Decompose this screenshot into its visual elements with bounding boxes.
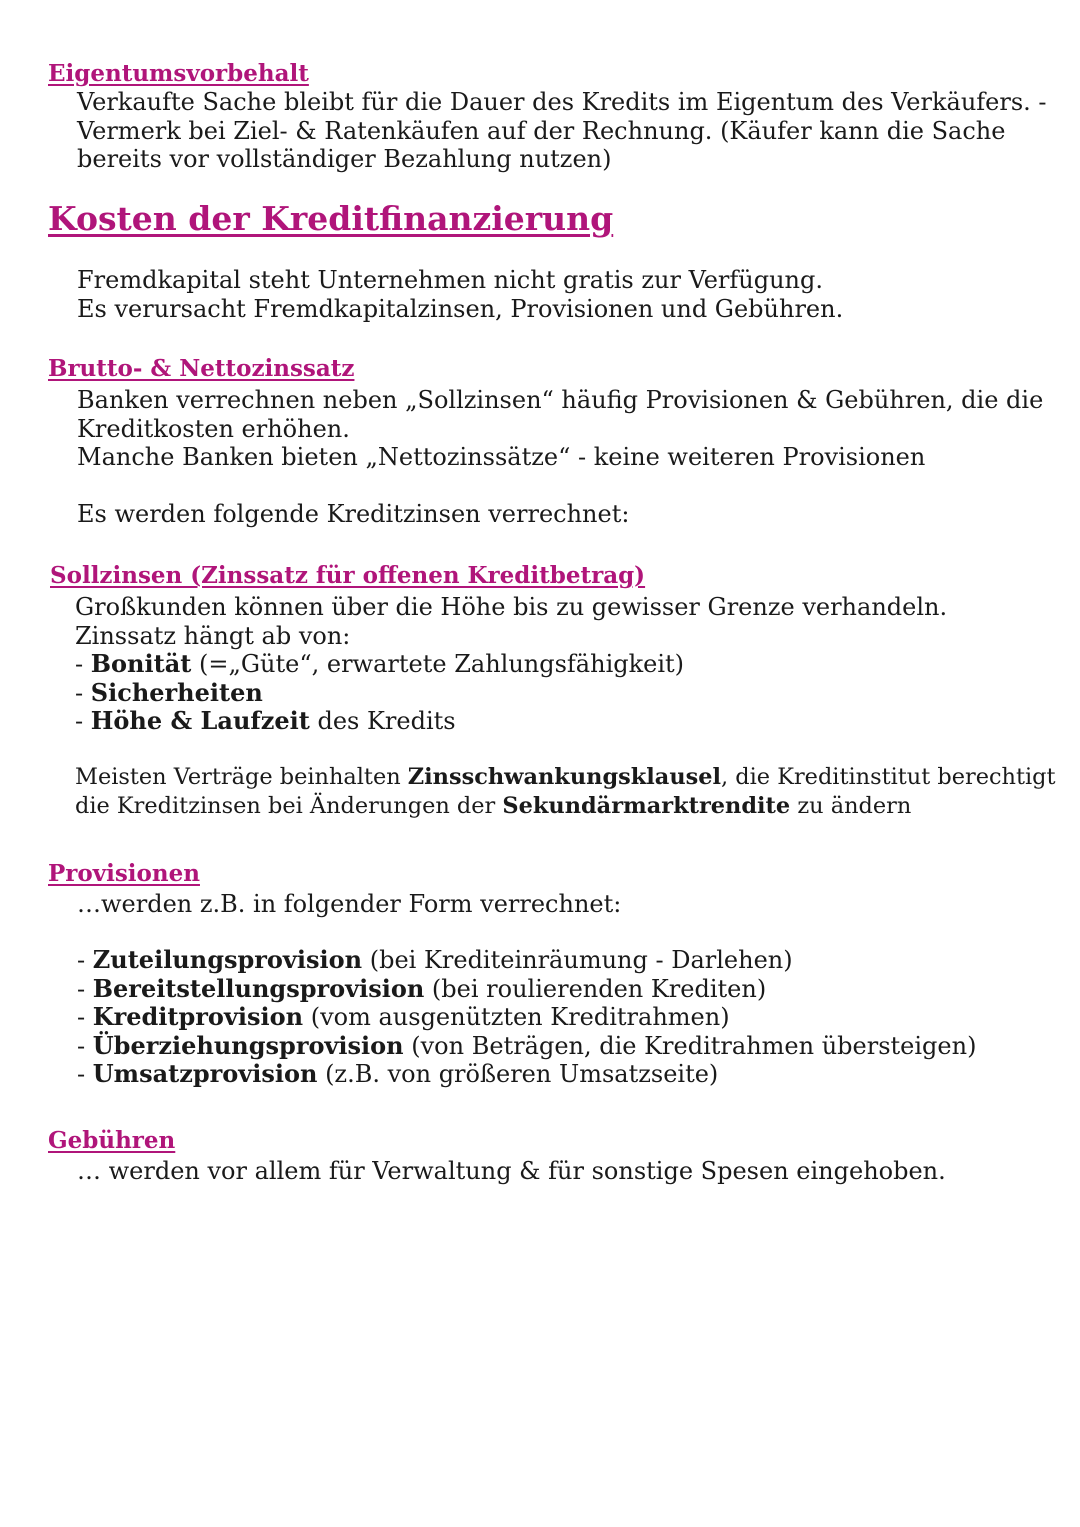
text-line: Meisten Verträge beinhalten Zinsschwankungsklausel, die Kreditinstitut berechtigt bbox=[75, 764, 1056, 790]
provisionen-list bbox=[77, 946, 976, 1089]
text-line: Fremdkapital steht Unternehmen nicht gratis zur Verfügung. bbox=[77, 266, 823, 294]
list-item: - Sicherheiten bbox=[75, 677, 263, 707]
text-line: die Kreditzinsen bei Änderungen der Sekundärmarktrendite zu ändern bbox=[75, 792, 912, 819]
list-item: - Höhe & Laufzeit des Kredits bbox=[75, 706, 456, 735]
text-line: Vermerk bei Ziel- & Ratenkäufen auf der Rechnung. (Käufer kann die Sache bbox=[77, 116, 1006, 145]
brutto-netto-text bbox=[77, 386, 1043, 472]
sollzinsen-text bbox=[75, 593, 947, 736]
brutto-netto-heading: Brutto- & Nettozinssatz bbox=[48, 355, 355, 382]
text-line: bereits vor vollständiger Bezahlung nutzen) bbox=[77, 145, 612, 173]
text-line: Manche Banken bieten „Nettozinssätze“ - keine weiteren Provisionen bbox=[77, 443, 926, 471]
list-item: - Zuteilungsprovision (bei Krediteinräumung - Darlehen) bbox=[77, 945, 793, 974]
text-line: Zinssatz hängt ab von: bbox=[75, 621, 351, 650]
kreditzinsen-note: Es werden folgende Kreditzinsen verrechnet: bbox=[77, 500, 630, 528]
text-line: Banken verrechnen neben „Sollzinsen“ häufig Provisionen & Gebühren, die die bbox=[77, 386, 1044, 414]
list-item: - Bereitstellungsprovision (bei roulierenden Krediten) bbox=[77, 973, 767, 1003]
eigentumsvorbehalt-text bbox=[77, 88, 1047, 174]
zinsschwankung-paragraph bbox=[75, 763, 1056, 820]
kosten-title: Kosten der Kreditfinanzierung bbox=[48, 199, 614, 238]
text-line: Verkaufte Sache bleibt für die Dauer des Kredits im Eigentum des Verkäufers. - bbox=[77, 88, 1047, 116]
sollzinsen-heading: Sollzinsen (Zinssatz für offenen Kreditbetrag) bbox=[50, 562, 646, 589]
list-item: - Überziehungsprovision (von Beträgen, die Kreditrahmen übersteigen) bbox=[77, 1030, 977, 1060]
text-line: Kreditkosten erhöhen. bbox=[77, 414, 350, 443]
list-item: - Kreditprovision (vom ausgenützten Kreditrahmen) bbox=[77, 1002, 730, 1031]
provisionen-heading: Provisionen bbox=[48, 860, 200, 887]
gebuehren-heading: Gebühren bbox=[48, 1127, 176, 1154]
list-item: - Umsatzprovision (z.B. von größeren Umsatzseite) bbox=[77, 1059, 719, 1088]
gebuehren-text: … werden vor allem für Verwaltung & für sonstige Spesen eingehoben. bbox=[77, 1157, 946, 1185]
kosten-intro bbox=[77, 266, 843, 323]
text-line: Es verursacht Fremdkapitalzinsen, Provisionen und Gebühren. bbox=[77, 294, 844, 323]
text-line: Großkunden können über die Höhe bis zu gewisser Grenze verhandeln. bbox=[75, 593, 948, 621]
eigentumsvorbehalt-heading: Eigentumsvorbehalt bbox=[48, 60, 309, 87]
provisionen-intro: …werden z.B. in folgender Form verrechnet: bbox=[77, 890, 622, 918]
list-item: - Bonität (=„Güte“, erwartete Zahlungsfähigkeit) bbox=[75, 649, 685, 678]
